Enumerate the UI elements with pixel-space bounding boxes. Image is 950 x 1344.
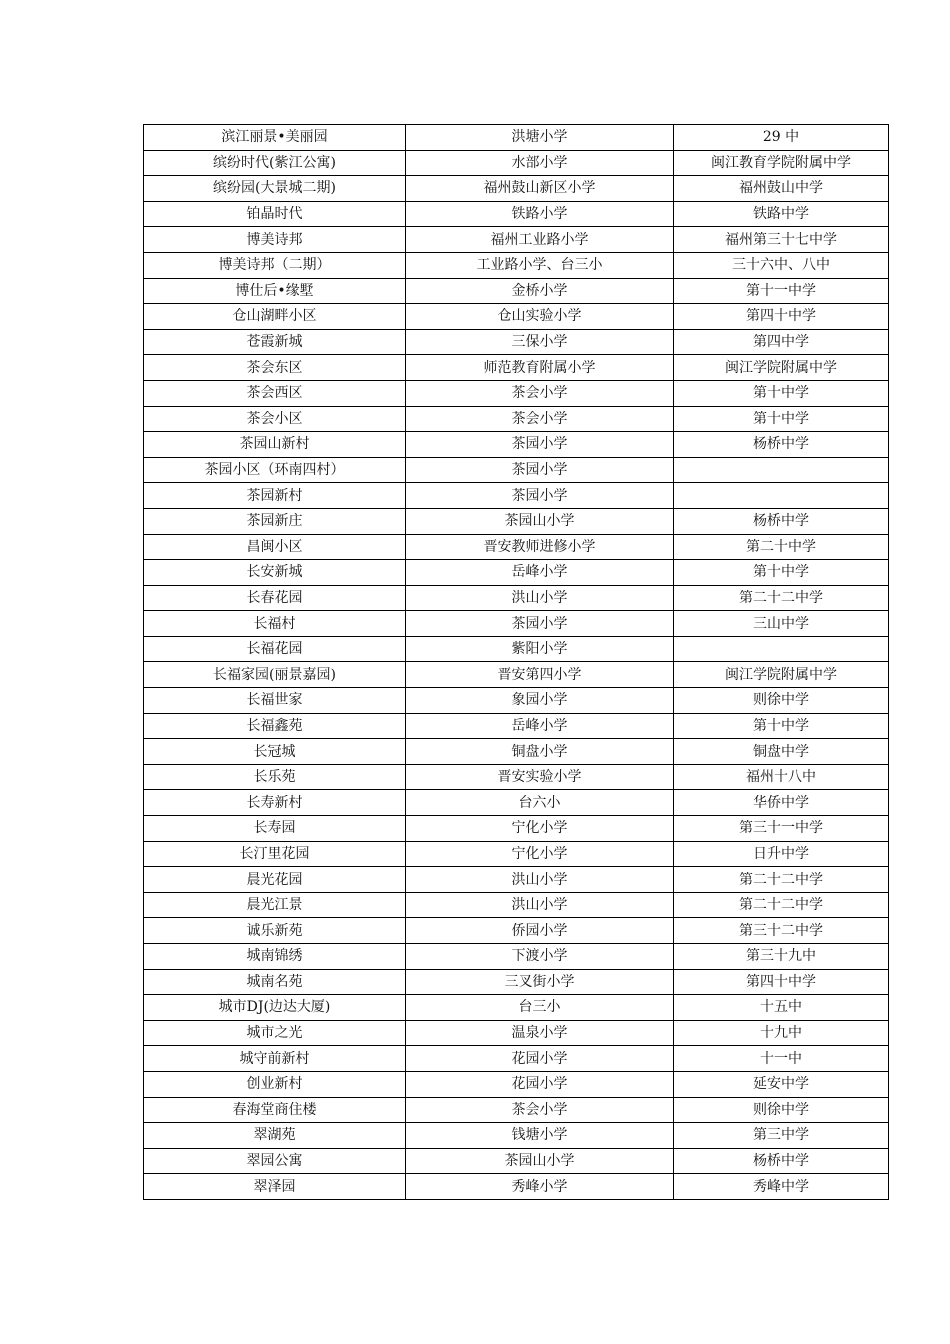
community-name-cell: 城守前新村: [144, 1046, 406, 1072]
community-name-cell: 诚乐新苑: [144, 918, 406, 944]
middle-school-cell: 第三中学: [674, 1123, 889, 1149]
primary-school-cell: 茶会小学: [406, 380, 674, 406]
primary-school-cell: 茶园山小学: [406, 1148, 674, 1174]
middle-school-cell: 第四十中学: [674, 969, 889, 995]
community-name-cell: 春海堂商住楼: [144, 1097, 406, 1123]
primary-school-cell: 侨园小学: [406, 918, 674, 944]
table-row: [144, 867, 889, 893]
middle-school-cell: 第三十九中: [674, 944, 889, 970]
primary-school-cell: 福州工业路小学: [406, 227, 674, 253]
table-row: [144, 790, 889, 816]
primary-school-cell: 铁路小学: [406, 201, 674, 227]
table-row: [144, 611, 889, 637]
community-name-cell: 铂晶时代: [144, 201, 406, 227]
primary-school-cell: 金桥小学: [406, 278, 674, 304]
middle-school-cell: 第二十二中学: [674, 892, 889, 918]
primary-school-cell: 茶园小学: [406, 457, 674, 483]
table-row: [144, 1097, 889, 1123]
school-district-table: [143, 124, 889, 1200]
middle-school-cell: 杨桥中学: [674, 508, 889, 534]
primary-school-cell: 水部小学: [406, 150, 674, 176]
primary-school-cell: 福州鼓山新区小学: [406, 176, 674, 202]
table-row: [144, 508, 889, 534]
primary-school-cell: 花园小学: [406, 1071, 674, 1097]
middle-school-cell: 三山中学: [674, 611, 889, 637]
table-body: [144, 125, 889, 1200]
table-row: [144, 278, 889, 304]
community-name-cell: 城南锦绣: [144, 944, 406, 970]
community-name-cell: 长福村: [144, 611, 406, 637]
community-name-cell: 长寿新村: [144, 790, 406, 816]
table-row: [144, 995, 889, 1021]
primary-school-cell: 茶会小学: [406, 1097, 674, 1123]
primary-school-cell: 三叉街小学: [406, 969, 674, 995]
table-row: [144, 176, 889, 202]
middle-school-cell: [674, 483, 889, 509]
table-row: [144, 816, 889, 842]
community-name-cell: 长寿园: [144, 816, 406, 842]
primary-school-cell: 茶会小学: [406, 406, 674, 432]
middle-school-cell: 三十六中、八中: [674, 252, 889, 278]
middle-school-cell: 杨桥中学: [674, 432, 889, 458]
primary-school-cell: 师范教育附属小学: [406, 355, 674, 381]
primary-school-cell: 花园小学: [406, 1046, 674, 1072]
community-name-cell: 茶会西区: [144, 380, 406, 406]
community-name-cell: 翠湖苑: [144, 1123, 406, 1149]
middle-school-cell: 第三十二中学: [674, 918, 889, 944]
community-name-cell: 长乐苑: [144, 764, 406, 790]
middle-school-cell: 则徐中学: [674, 688, 889, 714]
primary-school-cell: 下渡小学: [406, 944, 674, 970]
table-row: [144, 1174, 889, 1200]
table-row: [144, 457, 889, 483]
middle-school-cell: 铜盘中学: [674, 739, 889, 765]
table-row: [144, 406, 889, 432]
table-row: [144, 227, 889, 253]
community-name-cell: 缤纷园(大景城二期): [144, 176, 406, 202]
community-name-cell: 缤纷时代(紫江公寓): [144, 150, 406, 176]
community-name-cell: 晨光江景: [144, 892, 406, 918]
community-name-cell: 城市之光: [144, 1020, 406, 1046]
table-row: [144, 688, 889, 714]
primary-school-cell: 台三小: [406, 995, 674, 1021]
community-name-cell: 滨江丽景•美丽园: [144, 125, 406, 151]
table-row: [144, 380, 889, 406]
table-row: [144, 739, 889, 765]
table-row: [144, 150, 889, 176]
primary-school-cell: 茶园山小学: [406, 508, 674, 534]
community-name-cell: 博美诗邦: [144, 227, 406, 253]
community-name-cell: 仓山湖畔小区: [144, 304, 406, 330]
primary-school-cell: 温泉小学: [406, 1020, 674, 1046]
middle-school-cell: [674, 636, 889, 662]
primary-school-cell: 晋安实验小学: [406, 764, 674, 790]
table-row: [144, 944, 889, 970]
community-name-cell: 博美诗邦（二期）: [144, 252, 406, 278]
community-name-cell: 博仕后•缘墅: [144, 278, 406, 304]
middle-school-cell: 则徐中学: [674, 1097, 889, 1123]
primary-school-cell: 铜盘小学: [406, 739, 674, 765]
middle-school-cell: 第二十二中学: [674, 867, 889, 893]
community-name-cell: 茶会小区: [144, 406, 406, 432]
table-row: [144, 1020, 889, 1046]
table-row: [144, 534, 889, 560]
table-row: [144, 355, 889, 381]
table-row: [144, 1046, 889, 1072]
community-name-cell: 茶园新村: [144, 483, 406, 509]
primary-school-cell: 秀峰小学: [406, 1174, 674, 1200]
middle-school-cell: 第三十一中学: [674, 816, 889, 842]
table-row: [144, 560, 889, 586]
community-name-cell: 茶园小区（环南四村）: [144, 457, 406, 483]
community-name-cell: 长福鑫苑: [144, 713, 406, 739]
table-row: [144, 918, 889, 944]
community-name-cell: 长汀里花园: [144, 841, 406, 867]
table-row: [144, 1148, 889, 1174]
community-name-cell: 长福世家: [144, 688, 406, 714]
primary-school-cell: 岳峰小学: [406, 560, 674, 586]
primary-school-cell: 象园小学: [406, 688, 674, 714]
table-row: [144, 125, 889, 151]
table-row: [144, 201, 889, 227]
community-name-cell: 翠泽园: [144, 1174, 406, 1200]
table-row: [144, 1071, 889, 1097]
table-row: [144, 713, 889, 739]
primary-school-cell: 茶园小学: [406, 432, 674, 458]
community-name-cell: 长福家园(丽景嘉园): [144, 662, 406, 688]
middle-school-cell: [674, 457, 889, 483]
middle-school-cell: 杨桥中学: [674, 1148, 889, 1174]
table-row: [144, 483, 889, 509]
primary-school-cell: 晋安教师进修小学: [406, 534, 674, 560]
table-row: [144, 764, 889, 790]
middle-school-cell: 延安中学: [674, 1071, 889, 1097]
community-name-cell: 长春花园: [144, 585, 406, 611]
table-row: [144, 841, 889, 867]
table-row: [144, 636, 889, 662]
middle-school-cell: 福州鼓山中学: [674, 176, 889, 202]
middle-school-cell: 闽江学院附属中学: [674, 355, 889, 381]
primary-school-cell: 宁化小学: [406, 816, 674, 842]
middle-school-cell: 第四中学: [674, 329, 889, 355]
middle-school-cell: 铁路中学: [674, 201, 889, 227]
primary-school-cell: 洪塘小学: [406, 125, 674, 151]
community-name-cell: 长安新城: [144, 560, 406, 586]
middle-school-cell: 日升中学: [674, 841, 889, 867]
community-name-cell: 晨光花园: [144, 867, 406, 893]
middle-school-cell: 第二十二中学: [674, 585, 889, 611]
community-name-cell: 昌闽小区: [144, 534, 406, 560]
middle-school-cell: 华侨中学: [674, 790, 889, 816]
primary-school-cell: 洪山小学: [406, 867, 674, 893]
community-name-cell: 城市DJ(边达大厦): [144, 995, 406, 1021]
middle-school-cell: 第十中学: [674, 380, 889, 406]
middle-school-cell: 第十一中学: [674, 278, 889, 304]
middle-school-cell: 秀峰中学: [674, 1174, 889, 1200]
community-name-cell: 翠园公寓: [144, 1148, 406, 1174]
table-row: [144, 329, 889, 355]
community-name-cell: 茶园山新村: [144, 432, 406, 458]
middle-school-cell: 第二十中学: [674, 534, 889, 560]
community-name-cell: 城南名苑: [144, 969, 406, 995]
middle-school-cell: 29 中: [674, 125, 889, 151]
middle-school-cell: 十五中: [674, 995, 889, 1021]
primary-school-cell: 晋安第四小学: [406, 662, 674, 688]
middle-school-cell: 第十中学: [674, 713, 889, 739]
table-row: [144, 969, 889, 995]
table-row: [144, 252, 889, 278]
community-name-cell: 茶园新庄: [144, 508, 406, 534]
primary-school-cell: 茶园小学: [406, 611, 674, 637]
middle-school-cell: 福州十八中: [674, 764, 889, 790]
primary-school-cell: 台六小: [406, 790, 674, 816]
primary-school-cell: 仓山实验小学: [406, 304, 674, 330]
table-row: [144, 432, 889, 458]
primary-school-cell: 宁化小学: [406, 841, 674, 867]
middle-school-cell: 十一中: [674, 1046, 889, 1072]
middle-school-cell: 闽江教育学院附属中学: [674, 150, 889, 176]
middle-school-cell: 第四十中学: [674, 304, 889, 330]
primary-school-cell: 茶园小学: [406, 483, 674, 509]
community-name-cell: 茶会东区: [144, 355, 406, 381]
primary-school-cell: 工业路小学、台三小: [406, 252, 674, 278]
middle-school-cell: 十九中: [674, 1020, 889, 1046]
primary-school-cell: 紫阳小学: [406, 636, 674, 662]
middle-school-cell: 福州第三十七中学: [674, 227, 889, 253]
community-name-cell: 长福花园: [144, 636, 406, 662]
community-name-cell: 创业新村: [144, 1071, 406, 1097]
primary-school-cell: 岳峰小学: [406, 713, 674, 739]
middle-school-cell: 第十中学: [674, 406, 889, 432]
community-name-cell: 苍霞新城: [144, 329, 406, 355]
table-row: [144, 892, 889, 918]
middle-school-cell: 闽江学院附属中学: [674, 662, 889, 688]
middle-school-cell: 第十中学: [674, 560, 889, 586]
primary-school-cell: 洪山小学: [406, 892, 674, 918]
primary-school-cell: 三保小学: [406, 329, 674, 355]
table-row: [144, 662, 889, 688]
primary-school-cell: 钱塘小学: [406, 1123, 674, 1149]
community-name-cell: 长冠城: [144, 739, 406, 765]
table-row: [144, 1123, 889, 1149]
table-row: [144, 585, 889, 611]
table-row: [144, 304, 889, 330]
primary-school-cell: 洪山小学: [406, 585, 674, 611]
